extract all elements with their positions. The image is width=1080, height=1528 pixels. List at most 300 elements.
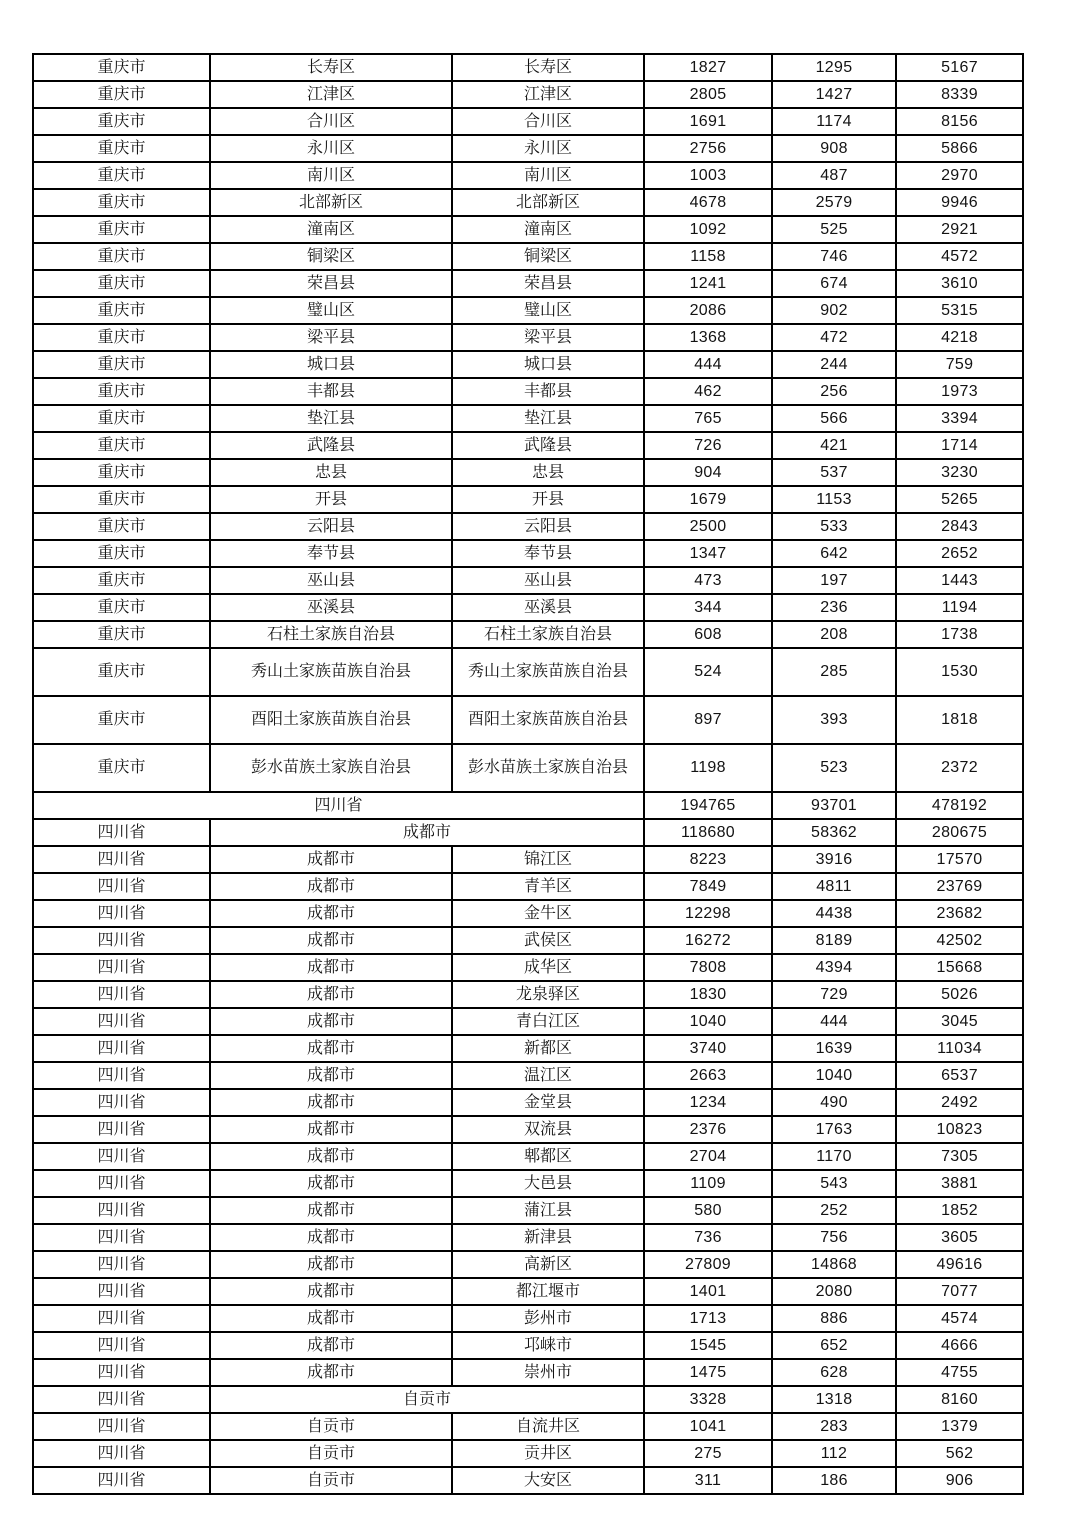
cell-province: 重庆市 <box>33 108 210 135</box>
cell-value: 1041 <box>644 1413 772 1440</box>
cell-district: 酉阳土家族苗族自治县 <box>452 696 644 744</box>
cell-value: 2921 <box>896 216 1023 243</box>
table-row <box>33 351 1023 378</box>
cell-value: 3230 <box>896 459 1023 486</box>
cell-city-summary: 自贡市 <box>210 1386 644 1413</box>
cell-city: 成都市 <box>210 873 452 900</box>
table-row <box>33 594 1023 621</box>
cell-value: 472 <box>772 324 896 351</box>
cell-district: 荣昌县 <box>452 270 644 297</box>
table-row <box>33 1116 1023 1143</box>
cell-city: 铜梁区 <box>210 243 452 270</box>
table-row <box>33 513 1023 540</box>
cell-value: 421 <box>772 432 896 459</box>
cell-city: 成都市 <box>210 1035 452 1062</box>
cell-value: 1174 <box>772 108 896 135</box>
cell-value: 1427 <box>772 81 896 108</box>
cell-value: 1170 <box>772 1143 896 1170</box>
cell-value: 523 <box>772 744 896 792</box>
cell-province: 四川省 <box>33 873 210 900</box>
cell-district: 秀山土家族苗族自治县 <box>452 648 644 696</box>
cell-value: 746 <box>772 243 896 270</box>
cell-value: 4574 <box>896 1305 1023 1332</box>
cell-value: 1475 <box>644 1359 772 1386</box>
table-row <box>33 696 1023 744</box>
cell-city: 成都市 <box>210 1143 452 1170</box>
cell-value: 1040 <box>772 1062 896 1089</box>
cell-city: 自贡市 <box>210 1440 452 1467</box>
cell-province: 重庆市 <box>33 297 210 324</box>
cell-value: 311 <box>644 1467 772 1494</box>
cell-province: 重庆市 <box>33 162 210 189</box>
cell-value: 906 <box>896 1467 1023 1494</box>
cell-value: 765 <box>644 405 772 432</box>
cell-city: 云阳县 <box>210 513 452 540</box>
cell-value: 27809 <box>644 1251 772 1278</box>
cell-value: 285 <box>772 648 896 696</box>
cell-province: 重庆市 <box>33 378 210 405</box>
cell-city: 荣昌县 <box>210 270 452 297</box>
cell-district: 潼南区 <box>452 216 644 243</box>
cell-district: 龙泉驿区 <box>452 981 644 1008</box>
table-row <box>33 540 1023 567</box>
cell-value: 14868 <box>772 1251 896 1278</box>
table-row <box>33 567 1023 594</box>
cell-city: 酉阳土家族苗族自治县 <box>210 696 452 744</box>
cell-value: 487 <box>772 162 896 189</box>
cell-value: 2086 <box>644 297 772 324</box>
cell-province: 四川省 <box>33 1089 210 1116</box>
cell-value: 23769 <box>896 873 1023 900</box>
cell-province: 四川省 <box>33 1440 210 1467</box>
table-row <box>33 1170 1023 1197</box>
cell-value: 1368 <box>644 324 772 351</box>
cell-district: 北部新区 <box>452 189 644 216</box>
cell-value: 2970 <box>896 162 1023 189</box>
cell-city: 成都市 <box>210 1305 452 1332</box>
cell-city: 成都市 <box>210 1062 452 1089</box>
cell-city: 合川区 <box>210 108 452 135</box>
cell-city: 成都市 <box>210 927 452 954</box>
table-row <box>33 270 1023 297</box>
cell-province: 重庆市 <box>33 54 210 81</box>
cell-city: 忠县 <box>210 459 452 486</box>
table-row <box>33 1359 1023 1386</box>
cell-city: 成都市 <box>210 900 452 927</box>
cell-district: 彭水苗族土家族自治县 <box>452 744 644 792</box>
cell-value: 908 <box>772 135 896 162</box>
cell-value: 1679 <box>644 486 772 513</box>
cell-province: 重庆市 <box>33 189 210 216</box>
cell-district: 邛崃市 <box>452 1332 644 1359</box>
cell-value: 5167 <box>896 54 1023 81</box>
table-row <box>33 162 1023 189</box>
cell-value: 3740 <box>644 1035 772 1062</box>
cell-province: 四川省 <box>33 1251 210 1278</box>
cell-city: 成都市 <box>210 1008 452 1035</box>
cell-province: 重庆市 <box>33 81 210 108</box>
cell-city: 江津区 <box>210 81 452 108</box>
cell-city: 成都市 <box>210 1332 452 1359</box>
cell-value: 208 <box>772 621 896 648</box>
cell-value: 1092 <box>644 216 772 243</box>
table-row <box>33 846 1023 873</box>
cell-value: 344 <box>644 594 772 621</box>
table-row <box>33 405 1023 432</box>
cell-value: 7077 <box>896 1278 1023 1305</box>
cell-city: 成都市 <box>210 1116 452 1143</box>
cell-district: 长寿区 <box>452 54 644 81</box>
cell-value: 244 <box>772 351 896 378</box>
table-row <box>33 1386 1023 1413</box>
cell-value: 4438 <box>772 900 896 927</box>
cell-value: 3610 <box>896 270 1023 297</box>
table-row <box>33 1278 1023 1305</box>
cell-city: 璧山区 <box>210 297 452 324</box>
cell-district: 郫都区 <box>452 1143 644 1170</box>
cell-province: 重庆市 <box>33 567 210 594</box>
cell-city: 自贡市 <box>210 1413 452 1440</box>
cell-district: 双流县 <box>452 1116 644 1143</box>
cell-value: 8339 <box>896 81 1023 108</box>
cell-province: 重庆市 <box>33 243 210 270</box>
cell-city: 梁平县 <box>210 324 452 351</box>
cell-district: 丰都县 <box>452 378 644 405</box>
cell-value: 2579 <box>772 189 896 216</box>
cell-city: 武隆县 <box>210 432 452 459</box>
cell-value: 93701 <box>772 792 896 819</box>
cell-value: 726 <box>644 432 772 459</box>
cell-city: 成都市 <box>210 1278 452 1305</box>
cell-value: 478192 <box>896 792 1023 819</box>
cell-value: 256 <box>772 378 896 405</box>
cell-value: 6537 <box>896 1062 1023 1089</box>
cell-province: 四川省 <box>33 1467 210 1494</box>
cell-district: 锦江区 <box>452 846 644 873</box>
cell-value: 4811 <box>772 873 896 900</box>
cell-city: 潼南区 <box>210 216 452 243</box>
cell-value: 197 <box>772 567 896 594</box>
table-row <box>33 324 1023 351</box>
cell-value: 1295 <box>772 54 896 81</box>
cell-district: 温江区 <box>452 1062 644 1089</box>
cell-province: 四川省 <box>33 1062 210 1089</box>
table-row <box>33 1467 1023 1494</box>
cell-district: 高新区 <box>452 1251 644 1278</box>
cell-province: 四川省 <box>33 954 210 981</box>
cell-district: 贡井区 <box>452 1440 644 1467</box>
cell-city: 巫山县 <box>210 567 452 594</box>
cell-value: 756 <box>772 1224 896 1251</box>
cell-province: 四川省 <box>33 1359 210 1386</box>
cell-value: 1443 <box>896 567 1023 594</box>
cell-city: 南川区 <box>210 162 452 189</box>
table-row <box>33 378 1023 405</box>
cell-province: 四川省 <box>33 1197 210 1224</box>
cell-value: 118680 <box>644 819 772 846</box>
cell-value: 10823 <box>896 1116 1023 1143</box>
cell-value: 1153 <box>772 486 896 513</box>
table-row <box>33 648 1023 696</box>
cell-province-summary: 四川省 <box>33 792 644 819</box>
cell-value: 2500 <box>644 513 772 540</box>
cell-value: 3045 <box>896 1008 1023 1035</box>
cell-city: 成都市 <box>210 846 452 873</box>
cell-value: 537 <box>772 459 896 486</box>
cell-city: 成都市 <box>210 1359 452 1386</box>
cell-city: 垫江县 <box>210 405 452 432</box>
cell-value: 1714 <box>896 432 1023 459</box>
cell-city: 成都市 <box>210 981 452 1008</box>
cell-district: 蒲江县 <box>452 1197 644 1224</box>
cell-district: 青羊区 <box>452 873 644 900</box>
cell-district: 金堂县 <box>452 1089 644 1116</box>
cell-district: 江津区 <box>452 81 644 108</box>
table-row <box>33 819 1023 846</box>
cell-province: 四川省 <box>33 927 210 954</box>
table-row <box>33 900 1023 927</box>
table-row <box>33 792 1023 819</box>
cell-value: 12298 <box>644 900 772 927</box>
cell-value: 902 <box>772 297 896 324</box>
table-row <box>33 1143 1023 1170</box>
cell-value: 1347 <box>644 540 772 567</box>
cell-value: 393 <box>772 696 896 744</box>
cell-value: 525 <box>772 216 896 243</box>
cell-city: 成都市 <box>210 1170 452 1197</box>
table-row <box>33 1251 1023 1278</box>
cell-district: 崇州市 <box>452 1359 644 1386</box>
cell-district: 新津县 <box>452 1224 644 1251</box>
cell-value: 3328 <box>644 1386 772 1413</box>
cell-value: 759 <box>896 351 1023 378</box>
cell-district: 都江堰市 <box>452 1278 644 1305</box>
table-row <box>33 216 1023 243</box>
table-row <box>33 243 1023 270</box>
cell-value: 1401 <box>644 1278 772 1305</box>
table-row <box>33 1062 1023 1089</box>
cell-value: 4666 <box>896 1332 1023 1359</box>
cell-province: 四川省 <box>33 1116 210 1143</box>
table-row <box>33 1413 1023 1440</box>
cell-district: 南川区 <box>452 162 644 189</box>
table-row <box>33 486 1023 513</box>
cell-district: 石柱土家族自治县 <box>452 621 644 648</box>
cell-province: 四川省 <box>33 1305 210 1332</box>
cell-province: 重庆市 <box>33 459 210 486</box>
cell-province: 四川省 <box>33 1143 210 1170</box>
cell-value: 1241 <box>644 270 772 297</box>
cell-value: 886 <box>772 1305 896 1332</box>
table-row <box>33 1305 1023 1332</box>
cell-value: 1763 <box>772 1116 896 1143</box>
cell-province: 四川省 <box>33 1278 210 1305</box>
cell-district: 开县 <box>452 486 644 513</box>
cell-city: 巫溪县 <box>210 594 452 621</box>
cell-district: 璧山区 <box>452 297 644 324</box>
cell-city: 石柱土家族自治县 <box>210 621 452 648</box>
cell-province: 四川省 <box>33 1170 210 1197</box>
cell-value: 2843 <box>896 513 1023 540</box>
cell-district: 合川区 <box>452 108 644 135</box>
cell-value: 4678 <box>644 189 772 216</box>
cell-value: 2704 <box>644 1143 772 1170</box>
cell-province: 重庆市 <box>33 744 210 792</box>
cell-value: 186 <box>772 1467 896 1494</box>
table-row <box>33 621 1023 648</box>
cell-district: 大安区 <box>452 1467 644 1494</box>
cell-value: 1158 <box>644 243 772 270</box>
cell-province: 重庆市 <box>33 486 210 513</box>
cell-value: 1530 <box>896 648 1023 696</box>
cell-city: 丰都县 <box>210 378 452 405</box>
cell-value: 490 <box>772 1089 896 1116</box>
cell-value: 444 <box>772 1008 896 1035</box>
cell-province: 重庆市 <box>33 540 210 567</box>
cell-province: 四川省 <box>33 1332 210 1359</box>
cell-value: 1830 <box>644 981 772 1008</box>
cell-city: 奉节县 <box>210 540 452 567</box>
cell-value: 1318 <box>772 1386 896 1413</box>
table-row <box>33 135 1023 162</box>
cell-value: 8189 <box>772 927 896 954</box>
cell-province: 重庆市 <box>33 216 210 243</box>
cell-value: 2372 <box>896 744 1023 792</box>
table-row <box>33 432 1023 459</box>
table-row <box>33 1197 1023 1224</box>
cell-district: 武侯区 <box>452 927 644 954</box>
cell-value: 904 <box>644 459 772 486</box>
cell-province: 四川省 <box>33 819 210 846</box>
cell-value: 280675 <box>896 819 1023 846</box>
cell-province: 四川省 <box>33 1035 210 1062</box>
cell-value: 736 <box>644 1224 772 1251</box>
cell-value: 7808 <box>644 954 772 981</box>
cell-value: 2492 <box>896 1089 1023 1116</box>
cell-value: 11034 <box>896 1035 1023 1062</box>
cell-value: 729 <box>772 981 896 1008</box>
cell-district: 自流井区 <box>452 1413 644 1440</box>
cell-value: 1198 <box>644 744 772 792</box>
cell-value: 1738 <box>896 621 1023 648</box>
cell-value: 4218 <box>896 324 1023 351</box>
cell-value: 8223 <box>644 846 772 873</box>
cell-value: 608 <box>644 621 772 648</box>
cell-value: 1194 <box>896 594 1023 621</box>
cell-value: 2376 <box>644 1116 772 1143</box>
cell-district: 巫溪县 <box>452 594 644 621</box>
cell-city: 自贡市 <box>210 1467 452 1494</box>
cell-district: 铜梁区 <box>452 243 644 270</box>
cell-value: 1713 <box>644 1305 772 1332</box>
cell-value: 1827 <box>644 54 772 81</box>
cell-value: 543 <box>772 1170 896 1197</box>
cell-city: 成都市 <box>210 1224 452 1251</box>
table-row <box>33 954 1023 981</box>
cell-value: 462 <box>644 378 772 405</box>
table-row <box>33 1008 1023 1035</box>
cell-value: 17570 <box>896 846 1023 873</box>
cell-value: 1973 <box>896 378 1023 405</box>
cell-value: 3394 <box>896 405 1023 432</box>
cell-province: 重庆市 <box>33 432 210 459</box>
cell-value: 236 <box>772 594 896 621</box>
cell-value: 42502 <box>896 927 1023 954</box>
table-row <box>33 1224 1023 1251</box>
cell-value: 16272 <box>644 927 772 954</box>
cell-value: 275 <box>644 1440 772 1467</box>
cell-value: 8156 <box>896 108 1023 135</box>
cell-value: 473 <box>644 567 772 594</box>
cell-value: 2663 <box>644 1062 772 1089</box>
cell-value: 23682 <box>896 900 1023 927</box>
cell-value: 1234 <box>644 1089 772 1116</box>
cell-value: 674 <box>772 270 896 297</box>
cell-value: 112 <box>772 1440 896 1467</box>
table-row <box>33 873 1023 900</box>
cell-province: 重庆市 <box>33 621 210 648</box>
cell-value: 49616 <box>896 1251 1023 1278</box>
cell-value: 1003 <box>644 162 772 189</box>
table-row <box>33 927 1023 954</box>
cell-value: 533 <box>772 513 896 540</box>
cell-value: 4755 <box>896 1359 1023 1386</box>
cell-district: 垫江县 <box>452 405 644 432</box>
table-body <box>33 54 1023 1494</box>
cell-value: 1691 <box>644 108 772 135</box>
cell-district: 青白江区 <box>452 1008 644 1035</box>
cell-province: 四川省 <box>33 981 210 1008</box>
statistics-table <box>32 53 1024 1495</box>
cell-city: 成都市 <box>210 954 452 981</box>
cell-value: 5265 <box>896 486 1023 513</box>
cell-value: 5315 <box>896 297 1023 324</box>
cell-province: 重庆市 <box>33 696 210 744</box>
cell-city: 彭水苗族土家族自治县 <box>210 744 452 792</box>
cell-province: 四川省 <box>33 1224 210 1251</box>
cell-district: 武隆县 <box>452 432 644 459</box>
cell-value: 4394 <box>772 954 896 981</box>
cell-district: 彭州市 <box>452 1305 644 1332</box>
cell-district: 成华区 <box>452 954 644 981</box>
cell-value: 566 <box>772 405 896 432</box>
cell-city: 成都市 <box>210 1197 452 1224</box>
cell-value: 2805 <box>644 81 772 108</box>
cell-value: 628 <box>772 1359 896 1386</box>
cell-value: 283 <box>772 1413 896 1440</box>
cell-province: 四川省 <box>33 1386 210 1413</box>
cell-city: 秀山土家族苗族自治县 <box>210 648 452 696</box>
cell-value: 642 <box>772 540 896 567</box>
cell-city: 北部新区 <box>210 189 452 216</box>
cell-value: 580 <box>644 1197 772 1224</box>
cell-value: 652 <box>772 1332 896 1359</box>
cell-value: 3881 <box>896 1170 1023 1197</box>
cell-value: 1639 <box>772 1035 896 1062</box>
cell-province: 四川省 <box>33 1413 210 1440</box>
table-row <box>33 744 1023 792</box>
cell-district: 梁平县 <box>452 324 644 351</box>
cell-value: 2080 <box>772 1278 896 1305</box>
cell-value: 5026 <box>896 981 1023 1008</box>
cell-district: 城口县 <box>452 351 644 378</box>
cell-city: 成都市 <box>210 1089 452 1116</box>
table-row <box>33 1440 1023 1467</box>
cell-city: 永川区 <box>210 135 452 162</box>
cell-value: 194765 <box>644 792 772 819</box>
cell-value: 8160 <box>896 1386 1023 1413</box>
cell-district: 奉节县 <box>452 540 644 567</box>
